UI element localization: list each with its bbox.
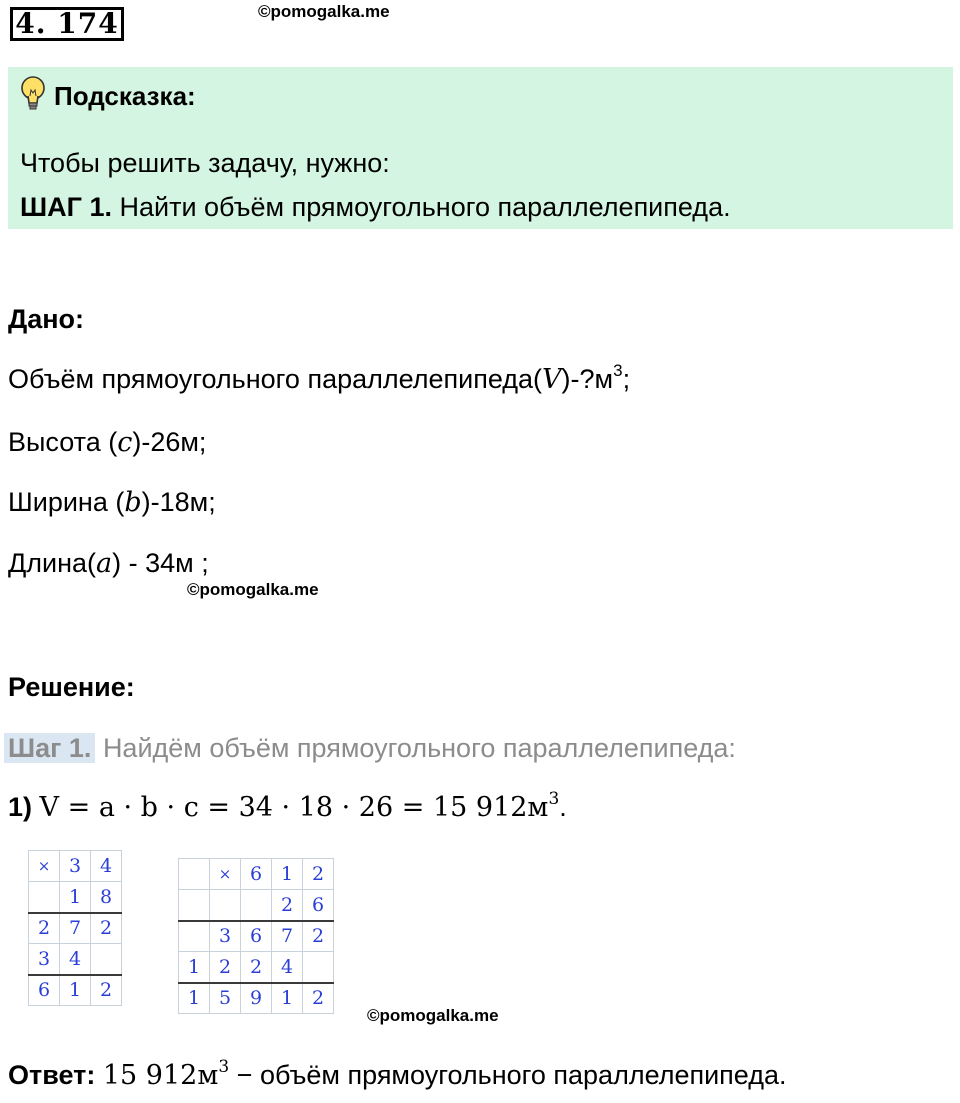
solution-formula: V = a · b · c = 34 · 18 · 26 = 15 912м [39,792,549,823]
calc-cell: 2 [91,975,122,1006]
calc-cell: 8 [91,882,122,913]
calc-34x18 [28,850,122,1006]
calc-cell: 9 [241,983,272,1014]
given-volume [8,362,630,397]
calc-cell: 1 [60,975,91,1006]
given-volume-end: ; [622,364,631,394]
calc-cell: 3 [210,921,241,952]
calc-cell: 4 [91,851,122,882]
answer-text: − объём прямоугольного параллелепипеда. [229,1060,787,1090]
solution-step-text: Найдём объём прямоугольного параллелепипеда: [102,733,736,763]
calc-cell: 4 [60,944,91,975]
calc-cell [179,921,210,952]
calc-cell: 6 [241,859,272,890]
hint-step-text: Найти объём прямоугольного параллелепипеда. [119,192,731,222]
calc-cell: 6 [29,975,60,1006]
watermark-bottom: ©pomogalka.me [367,1006,499,1025]
answer-value-pow: 3 [218,1057,230,1077]
calc-cell: 2 [303,921,334,952]
calc-cell: 7 [272,921,303,952]
calc-cell: 7 [60,913,91,944]
given-width-var: b [124,487,142,518]
hint-step [20,190,731,224]
calc-cell: 6 [241,921,272,952]
solution-formula-line [8,790,567,825]
calc-cell: 6 [303,890,334,921]
calc-cell [241,890,272,921]
calc-cell [29,882,60,913]
lightbulb-icon [20,76,46,117]
calc-cell: 4 [272,952,303,983]
given-volume-pow: 3 [613,361,623,380]
calc-cell: 2 [210,952,241,983]
hint-title: Подсказка: [54,80,196,111]
solution-line-number: 1) [8,792,33,822]
given-length-label: Длина( [8,548,97,578]
watermark-top: ©pomogalka.me [258,2,390,21]
calc-cell: 2 [303,859,334,890]
calc-cell: 1 [179,983,210,1014]
solution-step [8,731,736,765]
calc-cell: × [29,851,60,882]
solution-formula-pow: 3 [548,789,560,809]
hint-step-label: ШАГ 1. [20,192,112,222]
calc-cell [303,952,334,983]
problem-number: 4. 174 [10,7,124,41]
given-length-value: ) - 34м ; [112,548,209,578]
given-height [8,425,206,460]
given-volume-unit: )-?м [561,364,614,394]
calc-612x26 [178,858,334,1014]
given-volume-label: Объём прямоугольного параллелепипеда( [8,364,543,394]
hint-intro: Чтобы решить задачу, нужно: [20,148,390,178]
given-width-label: Ширина ( [8,487,125,517]
calc-cell: 1 [272,983,303,1014]
given-height-value: )-26м; [132,427,207,457]
calc-cell: 3 [60,851,91,882]
given-title: Дано: [8,304,85,334]
given-length [8,546,209,581]
calc-cell: 3 [29,944,60,975]
calc-cell: 1 [272,859,303,890]
given-height-var: c [117,427,133,458]
calc-cell [179,890,210,921]
calc-cell: 2 [272,890,303,921]
solution-title: Решение: [8,672,135,702]
given-height-label: Высота ( [8,427,118,457]
answer-line [8,1058,787,1093]
calc-cell [91,944,122,975]
answer-label: Ответ: [8,1060,96,1090]
calc-cell [210,890,241,921]
calc-cell [179,859,210,890]
calc-cell: 2 [303,983,334,1014]
solution-formula-end: . [559,792,567,822]
given-width [8,485,216,520]
given-length-var: a [96,548,113,579]
given-volume-var: V [542,364,562,395]
watermark-middle: ©pomogalka.me [187,580,319,599]
calc-cell: 5 [210,983,241,1014]
calc-cell: 1 [179,952,210,983]
solution-step-label: Шаг 1. [4,733,95,763]
answer-value: 15 912м [102,1060,219,1091]
calc-cell: 1 [60,882,91,913]
calc-cell: × [210,859,241,890]
hint-title-row [20,78,196,114]
given-width-value: )-18м; [141,487,216,517]
calc-cell: 2 [241,952,272,983]
calc-cell: 2 [29,913,60,944]
calc-cell: 2 [91,913,122,944]
